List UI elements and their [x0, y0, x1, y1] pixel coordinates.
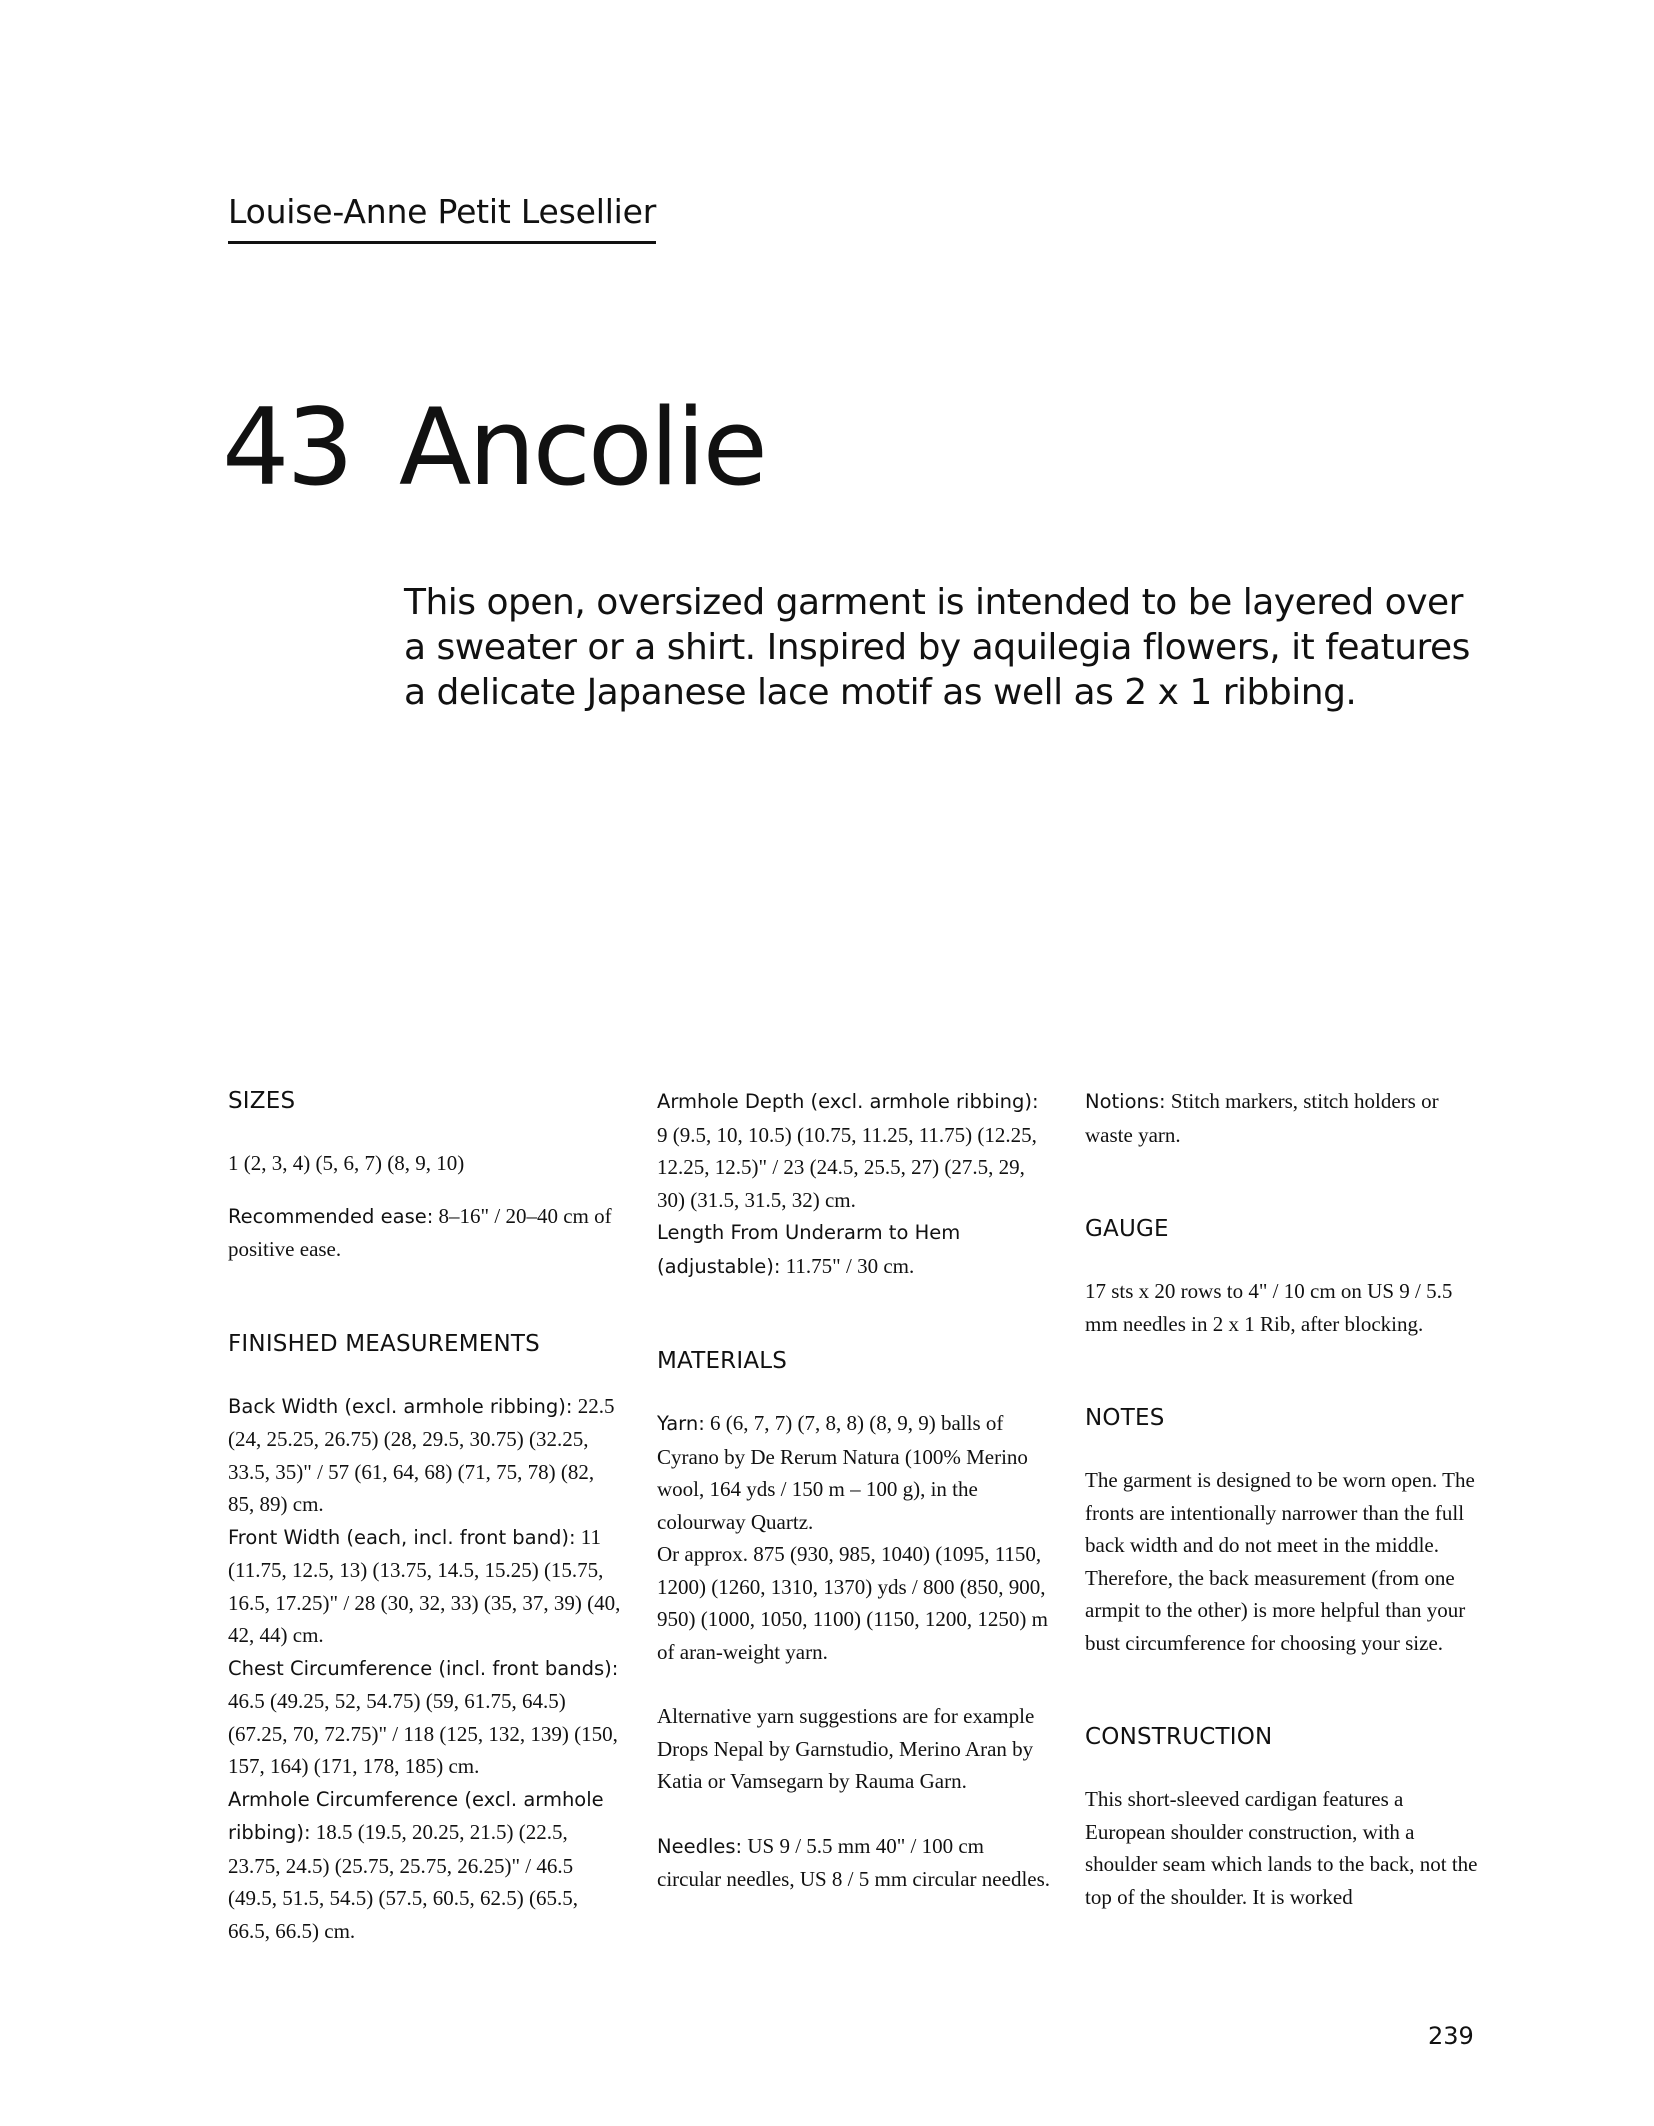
- armhole-depth-text: 9 (9.5, 10, 10.5) (10.75, 11.25, 11.75) (12.25, 12.25, 12.5)" / 23 (24.5, 25.5, 27) (27.5, 29, 30) (31.5, 31.5, 32) cm.: [657, 1122, 1037, 1212]
- chest-circumference-label: Chest Circumference (incl. front bands):: [228, 1656, 619, 1680]
- column-notions-gauge-notes: [1085, 1085, 1480, 1913]
- back-width-label: Back Width (excl. armhole ribbing):: [228, 1394, 573, 1418]
- yarn: [657, 1407, 1052, 1538]
- notions-text: Stitch markers, stitch holders or waste yarn.: [1085, 1089, 1439, 1147]
- armhole-circumference-text: 18.5 (19.5, 20.25, 21.5) (22.5, 23.75, 24.5) (25.75, 25.75, 26.25)" / 46.5 (49.5, 51.5, 54.5) (57.5, 60.5, 62.5) (65.5, 66.5, 66.5) cm.: [228, 1820, 578, 1943]
- author-name: Louise-Anne Petit Lesellier: [228, 192, 656, 244]
- front-width-text: 11 (11.75, 12.5, 13) (13.75, 14.5, 15.25) (15.75, 16.5, 17.25)" / 28 (30, 32, 33) (35, 37, 39) (40, 42, 44) cm.: [228, 1524, 621, 1647]
- armhole-depth-label: Armhole Depth (excl. armhole ribbing):: [657, 1090, 1039, 1113]
- sizes-heading: SIZES: [228, 1088, 296, 1114]
- length-label: Length From Underarm to Hem (adjustable):: [657, 1221, 961, 1278]
- intro-paragraph: This open, oversized garment is intended to be layered over a sweater or a shirt. Inspired by aquilegia flowers, it features a delicate Japanese lace motif as well as 2 x 1 ribbing.: [404, 582, 1470, 713]
- pattern-number: 43: [222, 386, 351, 509]
- recommended-ease: [228, 1200, 623, 1266]
- yarn-text: 6 (6, 7, 7) (7, 8, 8) (8, 9, 9) balls of Cyrano by De Rerum Natura (100% Merino wool, 164 yds / 150 m – 100 g), in the colourway Quartz.: [657, 1411, 1028, 1534]
- front-width-label: Front Width (each, incl. front band):: [228, 1525, 576, 1549]
- back-width: [228, 1390, 623, 1521]
- pattern-name: Ancolie: [398, 386, 765, 509]
- needles-label: Needles:: [657, 1834, 743, 1858]
- length-underarm-hem: [657, 1216, 1052, 1283]
- armhole-circumference: [228, 1783, 623, 1948]
- chest-circumference-text: 46.5 (49.25, 52, 54.75) (59, 61.75, 64.5) (67.25, 70, 72.75)" / 118 (125, 132, 139) (150, 157, 164) (171, 178, 185) cm.: [228, 1689, 618, 1778]
- finished-measurements-heading: FINISHED MEASUREMENTS: [228, 1330, 540, 1357]
- back-width-text: 22.5 (24, 25.25, 26.75) (28, 29.5, 30.75) (32.25, 33.5, 35)" / 57 (61, 64, 68) (71, 75, 78) (82, 85, 89) cm.: [228, 1393, 615, 1516]
- front-width: [228, 1521, 623, 1652]
- construction-heading: CONSTRUCTION: [1085, 1724, 1273, 1750]
- sizes-values: 1 (2, 3, 4) (5, 6, 7) (8, 9, 10): [228, 1151, 465, 1175]
- needles: [657, 1830, 1052, 1896]
- notes-heading: NOTES: [1085, 1405, 1165, 1431]
- ease-label: Recommended ease:: [228, 1204, 434, 1228]
- notions-label: Notions:: [1085, 1090, 1166, 1113]
- column-sizes-measurements: [228, 1085, 623, 1947]
- pattern-title: [222, 386, 765, 509]
- chest-circumference: [228, 1652, 623, 1783]
- ease-text: 8–16" / 20–40 cm of positive ease.: [228, 1203, 612, 1261]
- yarn-alternatives: Alternative yarn suggestions are for example Drops Nepal by Garnstudio, Merino Aran by Katia or Vamsegarn by Rauma Garn.: [657, 1704, 1035, 1793]
- gauge-heading: GAUGE: [1085, 1216, 1169, 1242]
- construction-text: This short-sleeved cardigan features a European shoulder construction, with a shoulder seam which lands to the back, not the top of the shoulder. It is worked: [1085, 1787, 1478, 1909]
- notes-text: The garment is designed to be worn open. The fronts are intentionally narrower than the full back width and do not meet in the middle. Therefore, the back measurement (from one armpit to the other) is more helpful than your bust circumference for choosing your size.: [1085, 1468, 1475, 1655]
- yarn-label: Yarn:: [657, 1412, 705, 1435]
- materials-heading: MATERIALS: [657, 1348, 788, 1374]
- column-armhole-materials: [657, 1085, 1052, 1896]
- yarn-alternative-amount: Or approx. 875 (930, 985, 1040) (1095, 1150, 1200) (1260, 1310, 1370) yds / 800 (850, 900, 950) (1000, 1050, 1100) (1150, 1200, 1250) m of aran-weight yarn.: [657, 1542, 1048, 1664]
- armhole-depth: [657, 1085, 1052, 1216]
- page-number: 239: [1428, 2022, 1474, 2050]
- length-text: 11.75" / 30 cm.: [785, 1253, 915, 1278]
- notions: [1085, 1085, 1480, 1151]
- needles-text: US 9 / 5.5 mm 40" / 100 cm circular needles, US 8 / 5 mm circular needles.: [657, 1833, 1051, 1891]
- gauge-text: 17 sts x 20 rows to 4" / 10 cm on US 9 / 5.5 mm needles in 2 x 1 Rib, after blocking.: [1085, 1279, 1453, 1336]
- armhole-circumference-label: Armhole Circumference (excl. armhole ribbing):: [228, 1787, 604, 1844]
